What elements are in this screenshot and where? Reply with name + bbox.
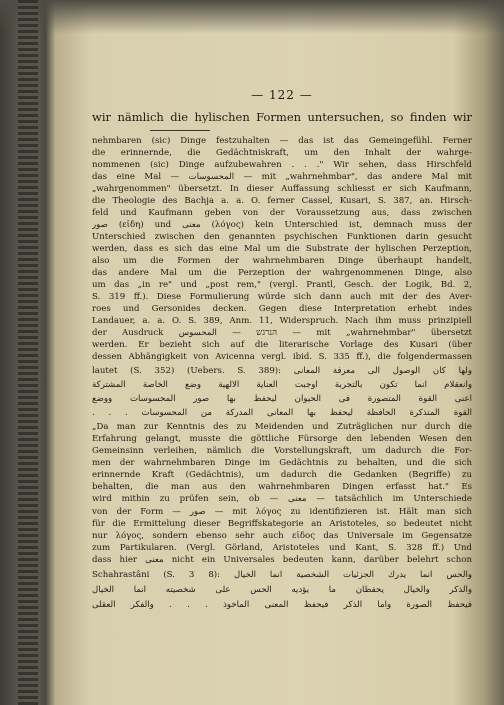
text-line: werden, dass es sich das eine Mal um die Substrate der hylischen Perzeption, <box>92 244 472 254</box>
text-line: nehmbaren (sic) Dinge festzuhalten — das ist das Gemeingefühl. Ferner <box>92 136 472 146</box>
text-line: صور (εἶδη) und معنى (λόγος) kein Unterschied ist, demnach muss der <box>92 220 472 230</box>
text-line: „wahrgenommen" übersetzt. In dieser Auffassung schliesst er sich Kaufmann, <box>92 184 472 194</box>
text-line: nommenen (sic) Dinge aufzubewahren . . ." Wir sehen, dass Hirschfeld <box>92 160 472 170</box>
book-page <box>92 36 472 698</box>
text-line: dessen Abhängigkeit von Avicenna vergl. ibid. S. 335 ff.), die folgendermassen <box>92 352 472 362</box>
arabic-line: وانعقلام انما تكون بالتجربة اوجبت العناية الالهية وضع الخاصة المشتركة <box>92 380 472 390</box>
book-binding-edge <box>18 0 38 705</box>
text-line: erinnernde Kraft (Gedächtnis), um dadurch die Gedanken (Begriffe) zu <box>92 470 472 480</box>
text-line: werden. Er bezieht sich auf die literarische Vorlage des Kusari (über <box>92 340 472 350</box>
text-line: wird mithin zu prüfen sein, ob — معنى — tatsächlich im Unterschiede <box>92 494 472 504</box>
arabic-line: القوة المتذكرة الحافظة ليحفظ بها المعانى المدركة من المحسوسات . . . <box>92 408 472 418</box>
text-line: Schahrastâni (S. 3 8): والحس انما يدرك الجزئيات الشخصية انما الخيال <box>92 570 472 580</box>
text-line: behalten, die man aus den wahrnehmbaren Dingen erfasst hat." Es <box>92 482 472 492</box>
text-line: roes und Gersonides decken. Gegen diese Interpretation erhebt indes <box>92 304 472 314</box>
arabic-line: اعنى القوة المتصورة فى الحيوان ليحفظ بها صور المحسوسات ووضع <box>92 394 472 404</box>
text-line: lautet (S. 352) (Uebers. S. 389): ولها كان الوصول الى معرفة المعانى <box>92 366 472 376</box>
text-line: die Theologie des Bachja a. a. O. ferner Cassel, Kusari, S. 387, an. Hirsch- <box>92 196 472 206</box>
text-line: zum Partikularen. (Vergl. Görland, Aristoteles und Kant, S. 328 ff.) Und <box>92 543 472 553</box>
arabic-line: فيحفظ الصورة واما الذكر فيحفظ المعنى المأخوذ . . . والفكر العقلى <box>92 600 472 610</box>
text-line: Gemeinsinn verleihen, nämlich die Vorstellungskraft, um dadurch die For- <box>92 446 472 456</box>
text-line: das eine Mal — المحسوسات — mit „wahrnehmbar", das andere Mal mit <box>92 172 472 182</box>
text-line: „Da man zur Kenntnis des zu Meidenden und Zuträglichen nur durch die <box>92 422 472 432</box>
page-top-shadow <box>0 0 504 34</box>
text-line: für die Ermittelung dieser Begriffskategorie an Aristoteles, so bedeutet nicht <box>92 519 472 529</box>
text-line: nur λόγος, sondern ebenso sehr auch εἶδος das Universale im Gegensatze <box>92 531 472 541</box>
text-line: men der wahrnehmbaren Dinge im Gedächtnis zu behalten, und die sich <box>92 458 472 468</box>
text-line: also um die Formen der wahrnehmbaren Dinge überhaupt handelt, <box>92 256 472 266</box>
text-line: Erfahrung gelangt, musste die göttliche Fürsorge den lebenden Wesen den <box>92 434 472 444</box>
text-line: die erinnernde, die Gedächtniskraft, um den Inhalt der wahrge- <box>92 148 472 158</box>
text-line: S. 319 ff.). Diese Formulierung würde sich dann auch mit der des Aver- <box>92 292 472 302</box>
arabic-line: والذكر والخيال يحفظان ما يؤديه الحس على شخصيته انما الخيال <box>92 585 472 595</box>
footnote-rule <box>150 130 210 131</box>
text-line: von der Form — صور — mit λόγος zu identifizieren ist. Hält man sich <box>92 507 472 517</box>
text-line: Unterschied zwischen den genannten psychischen Funktionen darin gesucht <box>92 232 472 242</box>
text-line: wir nämlich die hylischen Formen untersuchen, so finden wir <box>92 112 472 123</box>
text-line: das andere Mal um die Perzeption der wahrgenommenen Dinge, also <box>92 268 472 278</box>
text-line: der Ausdruck הנרגש — المحسوس — mit „wahrnehmbar" übersetzt <box>92 328 472 338</box>
text-line: um das „in re" und „post rem," (vergl. Prantl, Gesch. der Logik, Bd. 2, <box>92 280 472 290</box>
text-line: Landauer, a. a. O. S. 389, Anm. 11, Widerspruch. Nach ihm muss prinzipiell <box>92 316 472 326</box>
page-number: — 122 — <box>251 88 313 102</box>
text-line: feld und Kaufmann geben von der Voraussetzung aus, dass zwischen <box>92 208 472 218</box>
text-line: dass hier معنى nicht ein Universales bedeuten kann, darüber belehrt schon <box>92 555 472 565</box>
